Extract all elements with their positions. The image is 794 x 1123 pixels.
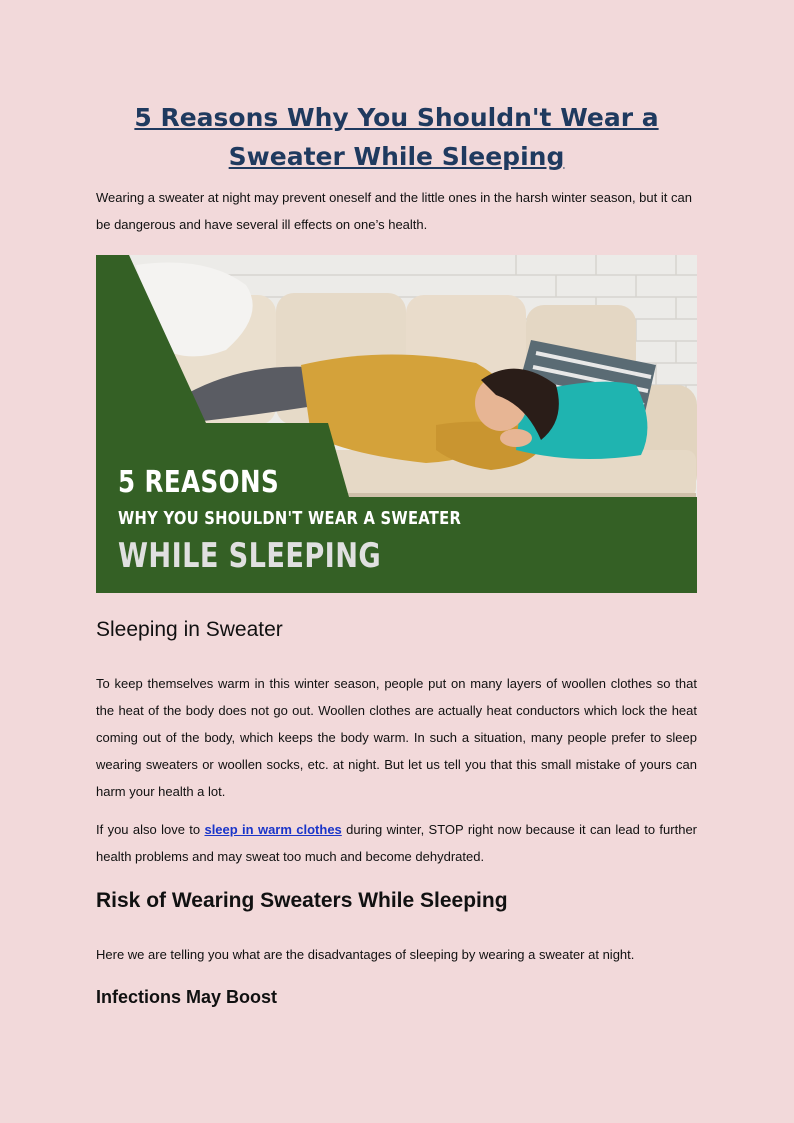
section2-paragraph: Here we are telling you what are the disadvantages of sleeping by wearing a sweater at night. — [96, 947, 635, 962]
page-title: 5 Reasons Why You Shouldn't Wear a Sweater While Sleeping — [134, 103, 659, 171]
hero-headline: 5 REASONS — [118, 465, 280, 500]
hero-tagline: WHILE SLEEPING — [118, 536, 382, 576]
hero-banner-image — [96, 255, 697, 593]
hero-subline: WHY YOU SHOULDN'T WEAR A SWEATER — [118, 508, 462, 529]
section1-paragraph-2 — [96, 816, 697, 870]
para2-text-after: during winter, STOP right now because it can lead to further health problems and may sweat too much and become dehydrated. — [96, 822, 698, 864]
intro-paragraph: Wearing a sweater at night may prevent oneself and the little ones in the harsh winter season, but it can be dangerous and have several ill effects on one’s health. — [96, 190, 692, 232]
section-heading-sleeping-in-sweater: Sleeping in Sweater — [96, 618, 283, 641]
para2-text-before: If you also love to — [96, 822, 205, 837]
section-heading-infections: Infections May Boost — [96, 987, 278, 1007]
sleep-in-warm-clothes-link[interactable]: sleep in warm clothes — [204, 822, 342, 837]
section-heading-risk: Risk of Wearing Sweaters While Sleeping — [96, 889, 508, 912]
section1-paragraph-1: To keep themselves warm in this winter season, people put on many layers of woollen clothes so that the heat of the body does not go out. Woollen clothes are actually heat conductors which lock the heat coming out of the body, which keeps the body warm. In such a situation, many people prefer to sleep wearing sweaters or woollen socks, etc. at night. But let us tell you that this small mistake of yours can harm your health a lot. — [96, 676, 697, 799]
